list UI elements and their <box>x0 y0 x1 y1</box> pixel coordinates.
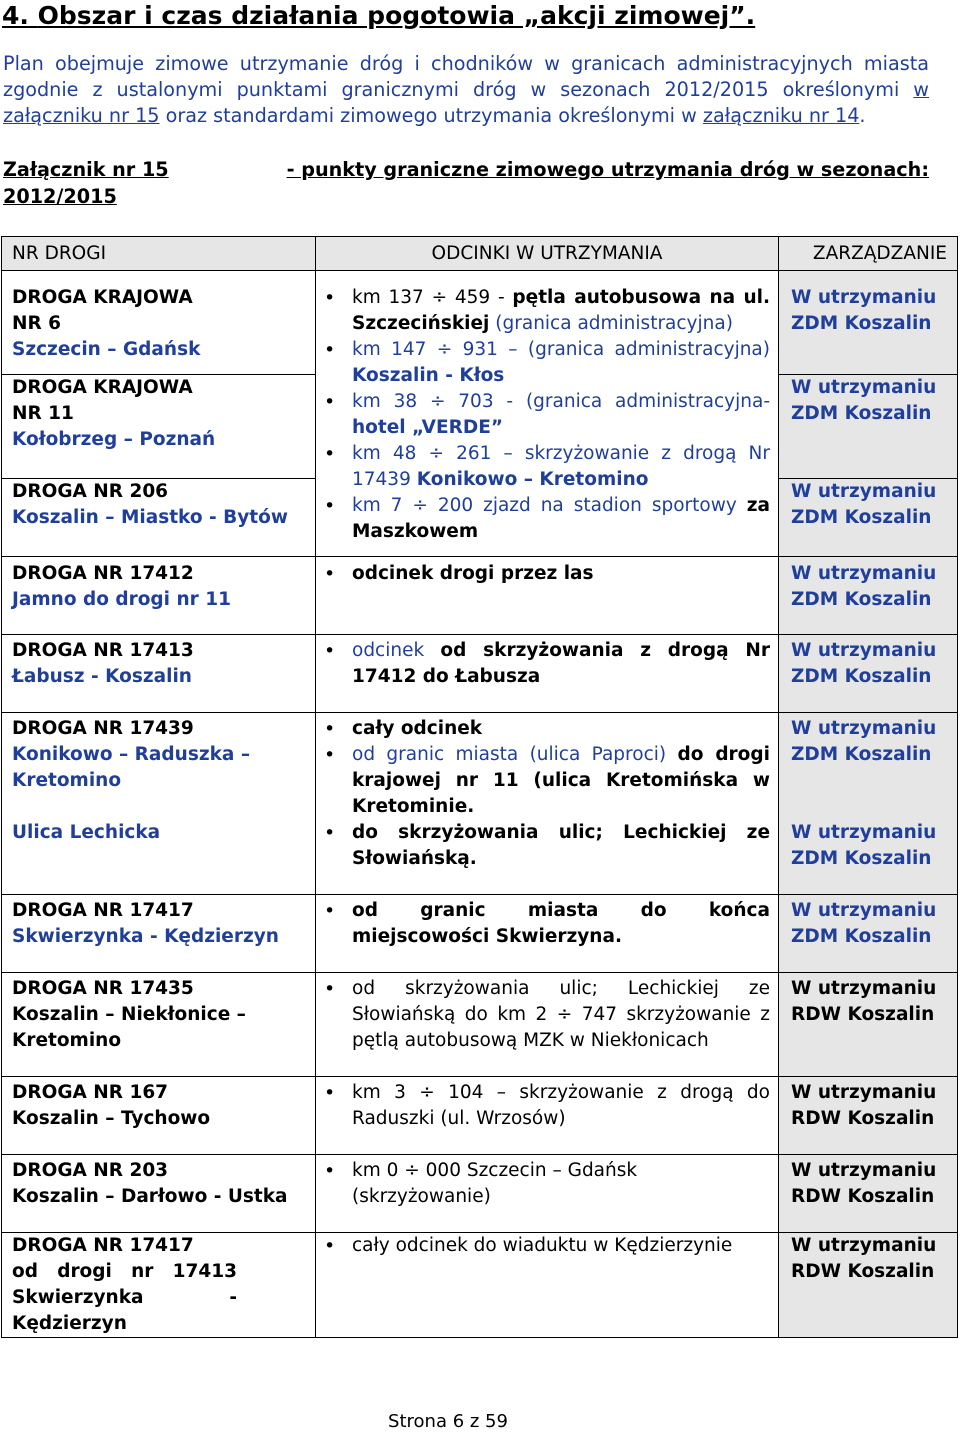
page-footer <box>0 1411 896 1432</box>
annex-heading <box>3 156 929 210</box>
list-item <box>322 1233 770 1259</box>
section-text: km 38 ÷ 703 - (granica administracyjna- <box>352 391 770 412</box>
road-maintenance-table <box>1 236 958 1338</box>
road-cell <box>2 1233 316 1338</box>
sections-cell <box>316 635 779 713</box>
sections-cell <box>316 1155 779 1233</box>
annex-15-link[interactable]: w załączniku nr 15 <box>3 78 929 127</box>
annex-title: - punkty graniczne zimowego utrzymania dróg w sezonach: <box>286 158 929 181</box>
intro-text-2: oraz standardami zimowego utrzymania określonymi w <box>159 104 703 127</box>
road-cell <box>2 713 316 895</box>
management-authority: RDW Koszalin <box>791 1261 935 1282</box>
management-status: W utrzymaniu <box>791 1082 937 1103</box>
section-text: km 137 ÷ 459 - <box>352 287 513 308</box>
management-cell <box>779 973 958 1077</box>
management-status: W utrzymaniu <box>791 1160 937 1181</box>
road-route: Jamno do drogi nr 11 <box>12 589 231 610</box>
road-route: Koszalin – Miastko - Bytów <box>12 507 288 528</box>
section-number: 4. <box>2 1 29 30</box>
intro-text-1: Plan obejmuje zimowe utrzymanie dróg i chodników w granicach administracyjnych miasta zgodnie z ustalonymi punktami granicznymi dróg w sezonach 2012/2015 określonymi <box>3 52 929 101</box>
road-cell <box>2 973 316 1077</box>
management-authority: ZDM Koszalin <box>791 313 932 334</box>
list-item <box>322 638 770 690</box>
management-authority: RDW Koszalin <box>791 1004 935 1025</box>
road-route: Łabusz - Koszalin <box>12 666 192 687</box>
road-route: Kołobrzeg – Poznań <box>12 429 216 450</box>
management-cell <box>779 557 958 635</box>
road-name: DROGA KRAJOWA NR 6 <box>12 287 193 334</box>
list-item <box>322 441 770 493</box>
section-text: km 147 ÷ 931 – (granica administracyjna) <box>352 339 770 360</box>
management-authority: ZDM Koszalin <box>791 666 932 687</box>
table-row <box>2 895 958 973</box>
list-item <box>322 742 770 820</box>
management-cell <box>779 895 958 973</box>
road-name: DROGA NR 167 <box>12 1082 169 1103</box>
management-status: W utrzymaniu <box>791 1235 937 1256</box>
management-status: W utrzymaniu <box>791 900 937 921</box>
header-road-number: NR DROGI <box>2 237 316 271</box>
section-text: km 7 ÷ 200 zjazd na stadion sportowy <box>352 495 747 516</box>
list-item <box>322 976 770 1054</box>
section-text: km 3 ÷ 104 – skrzyżowanie z drogą do Raduszki (ul. Wrzosów) <box>352 1082 770 1129</box>
management-status: W utrzymaniu <box>791 718 937 739</box>
road-name: DROGA NR 17412 <box>12 563 194 584</box>
road-name: DROGA NR 17439 <box>12 718 194 739</box>
table-row <box>2 973 958 1077</box>
section-text: km 0 ÷ 000 Szczecin – Gdańsk (skrzyżowanie) <box>352 1160 638 1207</box>
road-route: od drogi nr 17413 Skwierzynka - Kędzierzyn <box>12 1261 237 1334</box>
street-name: Ulica Lechicka <box>12 822 161 843</box>
management-authority: RDW Koszalin <box>791 1186 935 1207</box>
list-item <box>322 561 770 587</box>
list-item <box>322 285 770 337</box>
sections-cell <box>316 1233 779 1338</box>
management-status: W utrzymaniu <box>791 377 937 398</box>
management-status: W utrzymaniu <box>791 640 937 661</box>
management-authority: ZDM Koszalin <box>791 848 932 869</box>
section-bold: do drogi krajowej nr 11 (ulica Kretomińska w Kretominie. <box>352 744 770 817</box>
management-cell <box>779 375 958 479</box>
management-cell <box>779 1233 958 1338</box>
road-cell <box>2 479 316 557</box>
section-text: odcinek <box>352 640 441 661</box>
annex-seasons: 2012/2015 <box>3 185 117 208</box>
intro-paragraph <box>3 51 929 129</box>
road-cell <box>2 1155 316 1233</box>
table-row <box>2 1233 958 1338</box>
road-cell <box>2 895 316 973</box>
road-route: Koszalin – Niekłonice – Kretomino <box>12 1004 246 1051</box>
road-cell <box>2 1077 316 1155</box>
management-status: W utrzymaniu <box>791 563 937 584</box>
page-number: Strona 6 z 59 <box>388 1411 508 1432</box>
table-header-row <box>2 237 958 271</box>
table-row <box>2 635 958 713</box>
section-bold: od skrzyżowania z drogą Nr 17412 do Łabusza <box>352 640 770 687</box>
road-name: DROGA NR 203 <box>12 1160 169 1181</box>
management-authority: ZDM Koszalin <box>791 589 932 610</box>
management-status: W utrzymaniu <box>791 978 937 999</box>
management-authority: ZDM Koszalin <box>791 507 932 528</box>
section-bold: cały odcinek <box>352 718 483 739</box>
management-status: W utrzymaniu <box>791 481 937 502</box>
annex-14-link[interactable]: załączniku nr 14 <box>702 104 860 127</box>
management-cell <box>779 1077 958 1155</box>
table-row <box>2 1077 958 1155</box>
sections-cell <box>316 557 779 635</box>
road-name: DROGA NR 206 <box>12 481 169 502</box>
road-name: DROGA NR 17417 <box>12 900 194 921</box>
list-item <box>322 1158 770 1210</box>
road-cell <box>2 375 316 479</box>
annex-label: Załącznik nr 15 <box>3 158 169 181</box>
road-route: Koszalin – Tychowo <box>12 1108 211 1129</box>
sections-cell <box>316 973 779 1077</box>
road-cell <box>2 635 316 713</box>
road-route: Skwierzynka - Kędzierzyn <box>12 926 279 947</box>
road-route: Szczecin – Gdańsk <box>12 339 201 360</box>
section-bold: od granic miasta do końca miejscowości Skwierzyna. <box>352 900 770 947</box>
section-text: (granica administracyjna) <box>489 313 733 334</box>
section-text: od granic miasta (ulica Paproci) <box>352 744 678 765</box>
road-cell <box>2 557 316 635</box>
section-text: od skrzyżowania ulic; Lechickiej ze Słowiańską do km 2 ÷ 747 skrzyżowanie z pętlą autobusową MZK w Niekłonicach <box>352 978 770 1051</box>
section-title: Obszar i czas działania pogotowia „akcji zimowej”. <box>37 1 756 30</box>
road-route: Konikowo – Raduszka – Kretomino <box>12 744 251 791</box>
sections-cell <box>316 271 779 557</box>
table-row <box>2 271 958 375</box>
section-bold: za Maszkowem <box>352 495 770 542</box>
section-text: km 48 ÷ 261 – skrzyżowanie z drogą Nr 17439 <box>352 443 770 490</box>
list-item <box>322 493 770 545</box>
table-row <box>2 1155 958 1233</box>
header-sections: ODCINKI W UTRZYMANIA <box>316 237 779 271</box>
section-bold: Konikowo – Kretomino <box>416 469 649 490</box>
management-authority: ZDM Koszalin <box>791 926 932 947</box>
section-bold: odcinek drogi przez las <box>352 563 594 584</box>
management-cell <box>779 635 958 713</box>
road-name: DROGA NR 17413 <box>12 640 194 661</box>
sections-cell <box>316 713 779 895</box>
road-name: DROGA NR 17435 <box>12 978 194 999</box>
management-authority: ZDM Koszalin <box>791 403 932 424</box>
list-item <box>322 337 770 389</box>
road-route: Koszalin – Darłowo - Ustka <box>12 1186 288 1207</box>
list-item <box>322 1080 770 1132</box>
section-bold: hotel „VERDE” <box>352 417 504 438</box>
management-authority: RDW Koszalin <box>791 1108 935 1129</box>
intro-text-3: . <box>859 104 866 127</box>
list-item <box>322 389 770 441</box>
road-name: DROGA KRAJOWA NR 11 <box>12 377 193 424</box>
management-cell <box>779 1155 958 1233</box>
table-row <box>2 557 958 635</box>
road-name: DROGA NR 17417 <box>12 1235 194 1256</box>
section-heading <box>2 0 952 32</box>
management-cell <box>779 479 958 557</box>
section-bold: pętla autobusowa na ul. Szczecińskiej <box>352 287 770 334</box>
management-cell <box>779 271 958 375</box>
management-cell <box>779 713 958 895</box>
header-management: ZARZĄDZANIE <box>779 237 958 271</box>
list-item <box>322 820 770 872</box>
table-row <box>2 713 958 895</box>
list-item <box>322 898 770 950</box>
sections-cell <box>316 895 779 973</box>
road-cell <box>2 271 316 375</box>
management-status: W utrzymaniu <box>791 822 937 843</box>
section-text: cały odcinek do wiaduktu w Kędzierzynie <box>352 1235 733 1256</box>
section-bold: Koszalin - Kłos <box>352 365 505 386</box>
management-status: W utrzymaniu <box>791 287 937 308</box>
management-authority: ZDM Koszalin <box>791 744 932 765</box>
list-item <box>322 716 770 742</box>
section-bold: do skrzyżowania ulic; Lechickiej ze Słowiańską. <box>352 822 770 869</box>
sections-cell <box>316 1077 779 1155</box>
